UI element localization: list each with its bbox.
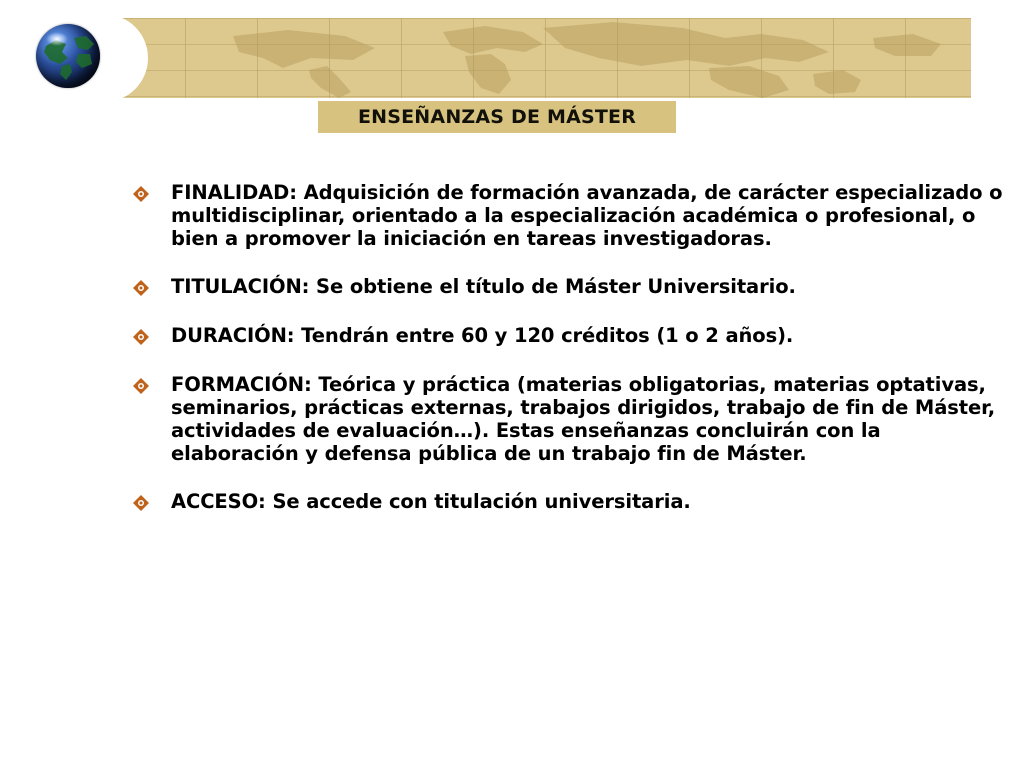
header-band: [113, 18, 971, 98]
diamond-bullet-icon: [133, 378, 149, 394]
list-item: [133, 276, 1003, 299]
page-title: [318, 101, 676, 133]
list-item: [133, 182, 1003, 250]
list-item: [133, 374, 1003, 465]
list-item-text: TITULACIÓN: Se obtiene el título de Máster Universitario.: [171, 275, 796, 299]
list-item-text: FINALIDAD: Adquisición de formación avanzada, de carácter especializado o multidisciplinar, orientado a la especialización académica o profesional, o bien a promover la iniciación en tareas investigadoras.: [171, 181, 1003, 250]
list-item-text: ACCESO: Se accede con titulación universitaria.: [171, 490, 691, 514]
diamond-bullet-icon: [133, 186, 149, 202]
globe-icon: [36, 24, 100, 88]
page-title-text: ENSEÑANZAS DE MÁSTER: [357, 106, 637, 128]
diamond-bullet-icon: [133, 329, 149, 345]
list-item-text: DURACIÓN: Tendrán entre 60 y 120 créditos (1 o 2 años).: [171, 324, 794, 348]
list-item-text: FORMACIÓN: Teórica y práctica (materias obligatorias, materias optativas, seminarios, prácticas externas, trabajos dirigidos, trabajo de fin de Máster, actividades de evaluación…). Estas enseñanzas concluirán con la elaboración y defensa pública de un trabajo fin de Máster.: [171, 373, 996, 465]
diamond-bullet-icon: [133, 495, 149, 511]
band-grid-lines: [113, 18, 971, 98]
diamond-bullet-icon: [133, 280, 149, 296]
list-item: [133, 491, 1003, 514]
bullet-list: [133, 182, 1003, 540]
list-item: [133, 325, 1003, 348]
